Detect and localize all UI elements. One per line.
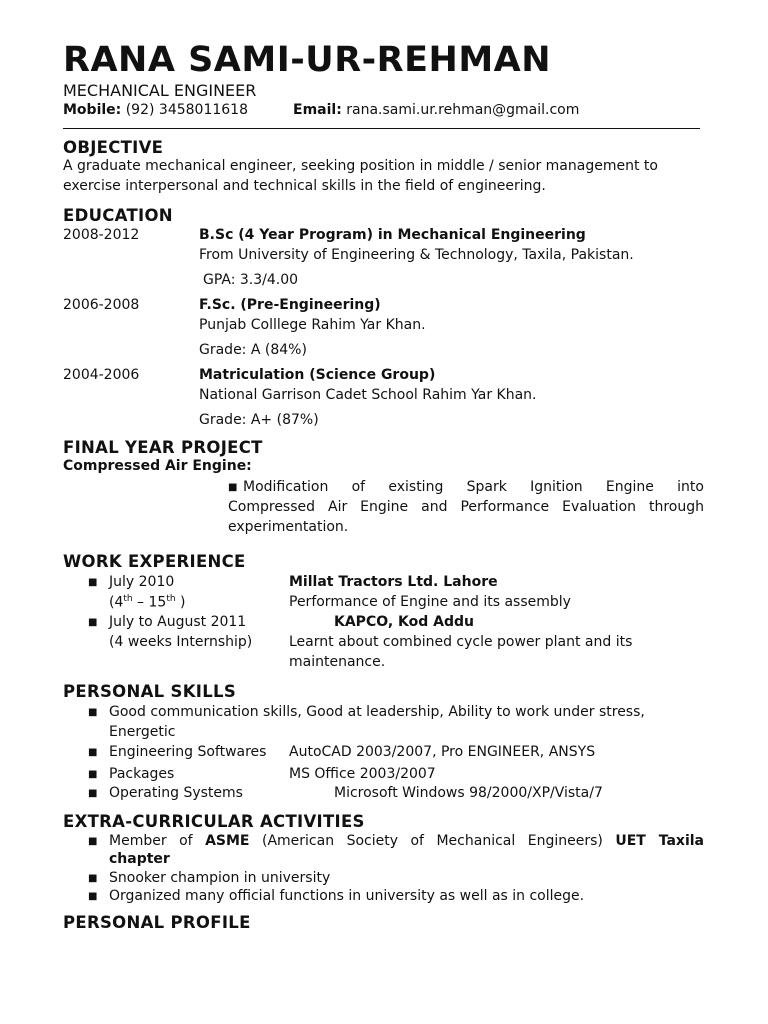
- activity-text: Member of: [109, 833, 206, 849]
- bullet-icon: ■: [88, 873, 98, 884]
- education-degree: B.Sc (4 Year Program) in Mechanical Engineering: [199, 227, 586, 243]
- education-institution: National Garrison Cadet School Rahim Yar Khan.: [199, 387, 537, 403]
- skill-label: Packages: [109, 766, 175, 782]
- profile-heading: PERSONAL PROFILE: [63, 913, 251, 932]
- skills-line: Good communication skills, Good at leadership, Ability to work under stress,: [109, 704, 645, 720]
- ordinal-suffix: th: [166, 594, 176, 604]
- objective-line-1: A graduate mechanical engineer, seeking position in middle / senior management to: [63, 158, 658, 174]
- email-line: [293, 102, 579, 118]
- education-heading: EDUCATION: [63, 206, 173, 225]
- bullet-icon: ■: [88, 769, 98, 780]
- education-grade: GPA: 3.3/4.00: [203, 272, 299, 288]
- date-part: ): [175, 594, 186, 611]
- skill-value: AutoCAD 2003/2007, Pro ENGINEER, ANSYS: [289, 744, 596, 760]
- work-description: Learnt about combined cycle power plant and its: [289, 634, 633, 650]
- bullet-icon: ■: [88, 891, 98, 902]
- date-part: (4: [109, 594, 124, 611]
- work-company: Millat Tractors Ltd. Lahore: [289, 574, 498, 590]
- skills-line: Energetic: [109, 724, 176, 740]
- education-degree: Matriculation (Science Group): [199, 367, 436, 383]
- education-years: 2004-2006: [63, 367, 140, 383]
- bullet-icon: ■: [88, 788, 98, 799]
- project-line-2: Compressed Air Engine and Performance Evaluation through: [228, 499, 704, 515]
- activity-item: Organized many official functions in university as well as in college.: [109, 888, 585, 904]
- email-label: Email:: [293, 102, 342, 118]
- skills-heading: PERSONAL SKILLS: [63, 682, 237, 701]
- mobile-label: Mobile:: [63, 102, 122, 118]
- bullet-icon: ■: [88, 747, 98, 758]
- bullet-icon: ■: [228, 482, 238, 493]
- education-years: 2006-2008: [63, 297, 140, 313]
- email-value[interactable]: rana.sami.ur.rehman@gmail.com: [346, 102, 580, 118]
- activity-item: Snooker champion in university: [109, 870, 331, 886]
- extracurricular-heading: EXTRA-CURRICULAR ACTIVITIES: [63, 812, 365, 831]
- skill-value: MS Office 2003/2007: [289, 766, 436, 782]
- project-line-1: Modification of existing Spark Ignition Engine into: [243, 479, 704, 495]
- project-line-3: experimentation.: [228, 519, 349, 535]
- activity-org: UET Taxila: [615, 833, 705, 849]
- bullet-icon: ■: [88, 836, 98, 847]
- education-grade: Grade: A (84%): [199, 342, 307, 358]
- activity-text: (American Society of Mechanical Engineers): [249, 833, 616, 849]
- project-heading: FINAL YEAR PROJECT: [63, 438, 263, 457]
- education-years: 2008-2012: [63, 227, 140, 243]
- candidate-name: RANA SAMI-UR-REHMAN: [63, 40, 552, 80]
- work-description: Performance of Engine and its assembly: [289, 594, 571, 610]
- education-institution: From University of Engineering & Technology, Taxila, Pakistan.: [199, 247, 634, 263]
- activity-org: ASME: [205, 833, 250, 849]
- work-description: maintenance.: [289, 654, 386, 670]
- job-title: MECHANICAL ENGINEER: [63, 81, 257, 100]
- work-heading: WORK EXPERIENCE: [63, 552, 246, 571]
- header-divider: [63, 128, 700, 129]
- skill-value: Microsoft Windows 98/2000/XP/Vista/7: [334, 785, 603, 801]
- work-date: July 2010: [109, 574, 175, 590]
- ordinal-suffix: th: [123, 594, 133, 604]
- education-institution: Punjab Colllege Rahim Yar Khan.: [199, 317, 426, 333]
- mobile-value: (92) 3458011618: [125, 102, 248, 118]
- skill-label: Engineering Softwares: [109, 744, 267, 760]
- education-degree: F.Sc. (Pre-Engineering): [199, 297, 381, 313]
- objective-heading: OBJECTIVE: [63, 138, 164, 157]
- work-company: KAPCO, Kod Addu: [334, 614, 474, 630]
- education-grade: Grade: A+ (87%): [199, 412, 319, 428]
- skill-label: Operating Systems: [109, 785, 243, 801]
- date-part: – 15: [132, 594, 167, 611]
- activity-item: [109, 833, 704, 849]
- bullet-icon: ■: [88, 617, 98, 628]
- bullet-icon: ■: [88, 707, 98, 718]
- work-date: July to August 2011: [109, 614, 247, 630]
- contact-line: [63, 102, 248, 118]
- work-date-range: (4 weeks Internship): [109, 634, 253, 650]
- objective-line-2: exercise interpersonal and technical skills in the field of engineering.: [63, 178, 546, 194]
- bullet-icon: ■: [88, 577, 98, 588]
- work-date-range: [109, 594, 185, 611]
- activity-org: chapter: [109, 851, 170, 867]
- project-title: Compressed Air Engine:: [63, 458, 252, 474]
